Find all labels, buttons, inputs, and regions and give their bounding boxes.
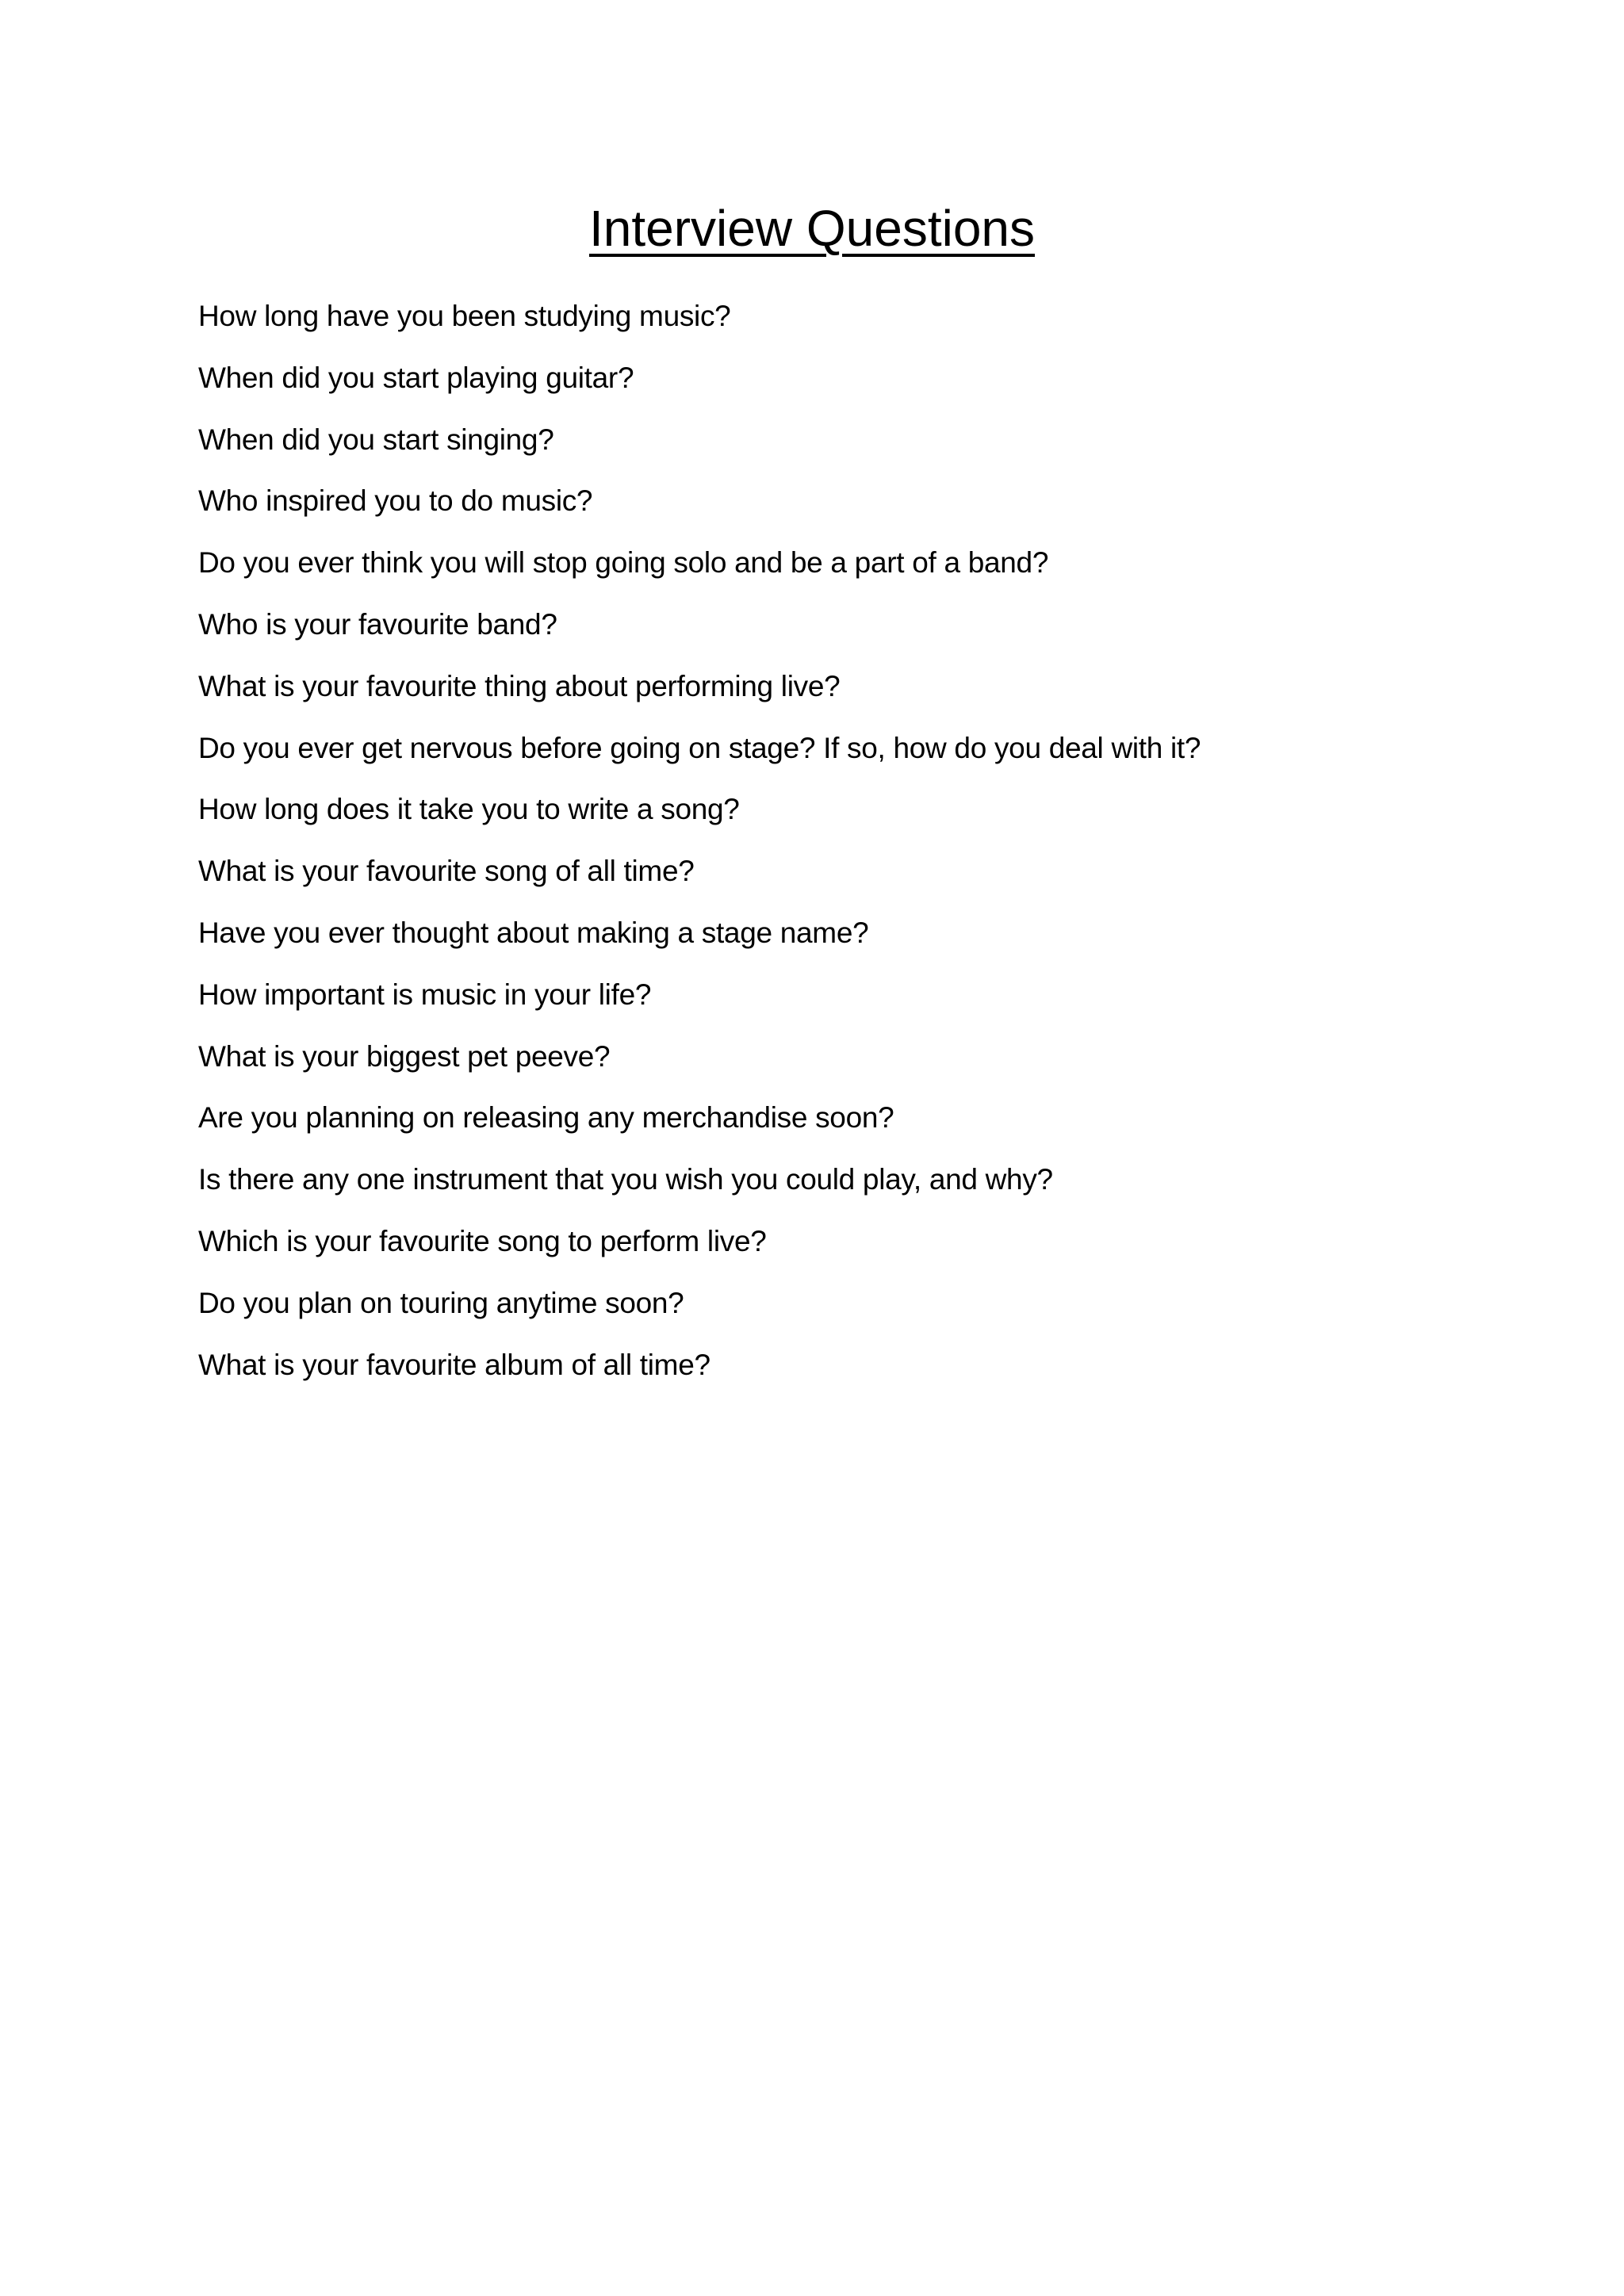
question-item: Is there any one instrument that you wish you could play, and why? bbox=[198, 1163, 1053, 1196]
page-title: Interview Questions bbox=[588, 200, 1036, 257]
question-item: Who inspired you to do music? bbox=[198, 484, 593, 518]
question-item: Which is your favourite song to perform live? bbox=[198, 1224, 767, 1257]
question-item: Who is your favourite band? bbox=[198, 607, 557, 641]
question-item: Do you ever get nervous before going on stage? If so, how do you deal with it? bbox=[198, 731, 1201, 764]
question-item: How long have you been studying music? bbox=[198, 300, 731, 332]
question-item: What is your favourite album of all time? bbox=[198, 1348, 710, 1381]
question-item: Are you planning on releasing any merchandise soon? bbox=[198, 1101, 894, 1135]
question-item: How important is music in your life? bbox=[198, 978, 652, 1011]
question-item: Do you ever think you will stop going solo and be a part of a band? bbox=[198, 546, 1049, 580]
question-list bbox=[198, 285, 1546, 1395]
question-item: What is your favourite song of all time? bbox=[198, 855, 695, 888]
question-item: What is your favourite thing about performing live? bbox=[198, 669, 841, 702]
question-item: How long does it take you to write a song? bbox=[198, 793, 740, 826]
question-item: What is your biggest pet peeve? bbox=[198, 1039, 611, 1073]
question-item: Have you ever thought about making a stage name? bbox=[198, 916, 869, 949]
question-item: Do you plan on touring anytime soon? bbox=[198, 1286, 684, 1319]
question-item: When did you start playing guitar? bbox=[198, 361, 634, 394]
question-item: When did you start singing? bbox=[198, 423, 554, 456]
